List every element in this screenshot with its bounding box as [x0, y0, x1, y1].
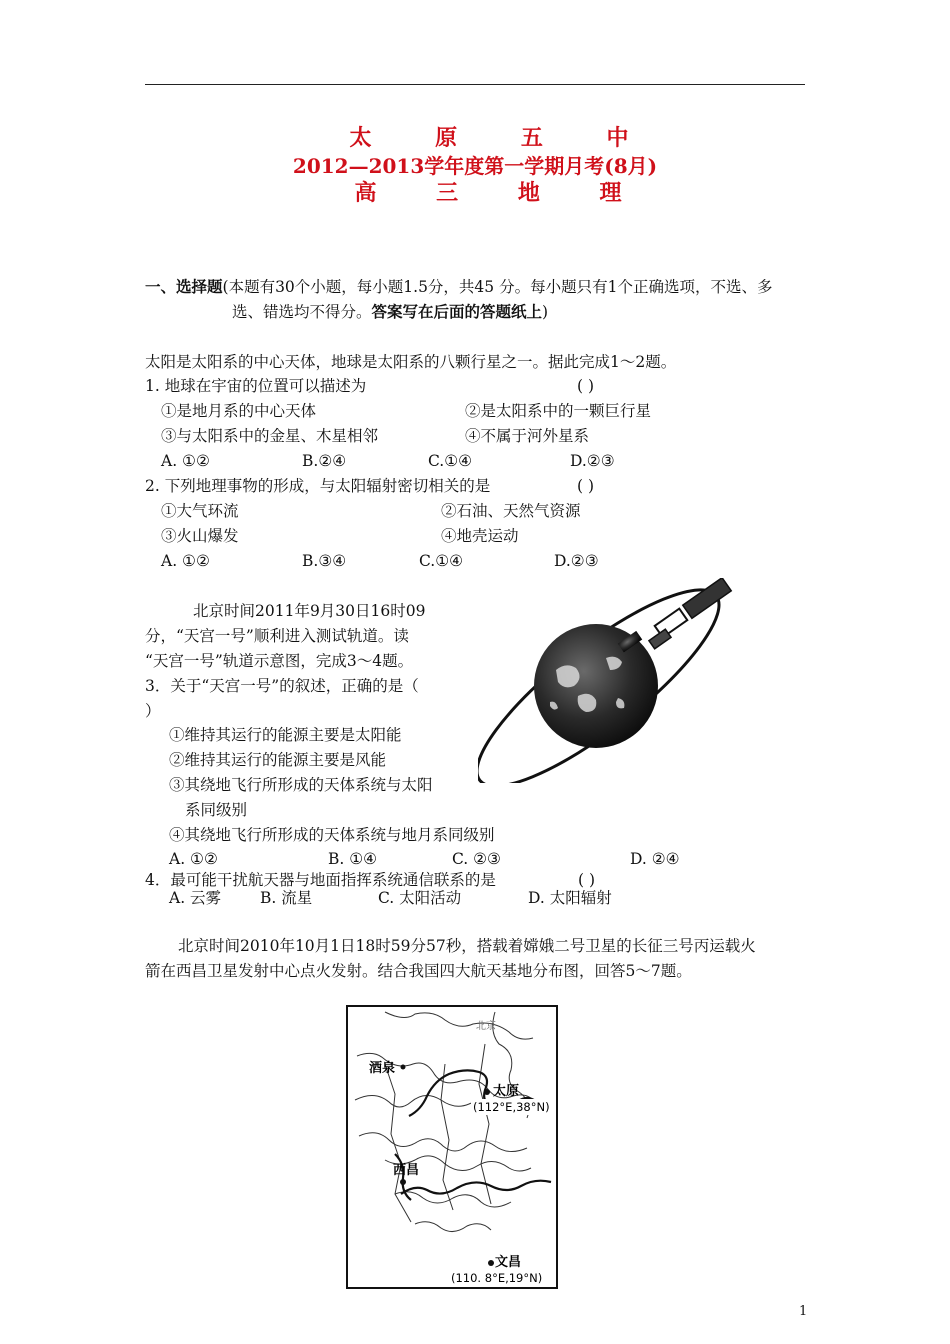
intro-2-line-3: “天宫一号”轨道示意图，完成3～4题。: [145, 652, 414, 670]
q2-option-4: ④地壳运动: [441, 527, 519, 545]
section-instructions: [145, 276, 772, 298]
map-frame: [347, 1006, 557, 1288]
subject-title: 高 三 地 理: [354, 180, 648, 206]
instr-line1: (本题有30个小题，每小题1.5分，共45 分。每小题只有1个正确选项，不选、多: [222, 278, 773, 296]
q1-option-1: ①是地月系的中心天体: [161, 402, 317, 420]
q4-choice-a: A. 云雾: [169, 889, 222, 907]
q2-answer-paren: ( ): [577, 477, 595, 495]
q4-choice-b: B. 流星: [260, 889, 313, 907]
q2-choice-c: C.①④: [419, 552, 464, 570]
taiyuan-marker: [484, 1089, 490, 1095]
q4-choice-c: C. 太阳活动: [378, 889, 462, 907]
taiyuan-coord: (112°E,38°N): [473, 1100, 550, 1114]
q3-option-4: ④其绕地飞行所形成的天体系统与地月系同级别: [169, 826, 495, 844]
satellite-icon: [618, 578, 731, 652]
q3-choice-a: A. ①②: [169, 850, 218, 868]
instr-end: ): [542, 303, 549, 321]
space-base-map: [345, 1004, 560, 1291]
q1-answer-paren: ( ): [577, 377, 595, 395]
q3-stem: 3．关于“天宫一号”的叙述，正确的是（: [145, 677, 419, 695]
instr-line2: 选、错选均不得分。: [232, 303, 372, 321]
q2-choice-a: A. ①②: [161, 552, 210, 570]
wenchang-marker: [488, 1260, 494, 1266]
q2-choice-d: D.②③: [554, 552, 599, 570]
q1-option-2: ②是太阳系中的一颗巨行星: [465, 402, 652, 420]
section-heading: 一、选择题: [145, 277, 223, 296]
term-title: 2012—2013学年度第一学期月考(8月): [292, 154, 658, 178]
instr-bold: 答案写在后面的答题纸上: [371, 302, 543, 321]
intro-2-line-1: 北京时间2011年9月30日16时09: [193, 602, 426, 620]
q3-choice-c: C. ②③: [452, 850, 501, 868]
beijing-label: 北京: [476, 1021, 496, 1032]
q3-option-3: ③其绕地飞行所形成的天体系统与太阳: [169, 776, 433, 794]
q2-stem: 2. 下列地理事物的形成，与太阳辐射密切相关的是: [145, 477, 491, 495]
q3-stem-close: ）: [145, 702, 161, 720]
q3-option-3-cont: 系同级别: [185, 801, 248, 819]
q4-answer-paren: ( ): [578, 871, 596, 889]
xichang-marker: [400, 1179, 406, 1185]
q1-stem: 1. 地球在宇宙的位置可以描述为: [145, 377, 367, 395]
q4-choice-d: D. 太阳辐射: [528, 889, 612, 907]
taiyuan-label: 太原: [493, 1084, 520, 1099]
intro-2-line-2: 分，“天宫一号”顺利进入测试轨道。读: [145, 627, 409, 645]
header-rule: [145, 84, 805, 85]
intro-1: 太阳是太阳系的中心天体，地球是太阳系的八颗行星之一。据此完成1～2题。: [145, 353, 677, 371]
q4-stem: 4．最可能干扰航天器与地面指挥系统通信联系的是: [145, 871, 496, 889]
q3-choice-b: B. ①④: [328, 850, 378, 868]
q2-option-1: ①大气环流: [161, 502, 239, 520]
q3-option-1: ①维持其运行的能源主要是太阳能: [169, 726, 402, 744]
q2-option-2: ②石油、天然气资源: [441, 502, 581, 520]
q2-choice-b: B.③④: [302, 552, 347, 570]
intro-3-line-1: 北京时间2010年10月1日18时59分57秒，搭载着嫦娥二号卫星的长征三号丙运载火: [178, 937, 756, 955]
q2-option-3: ③火山爆发: [161, 527, 239, 545]
school-title: 太 原 五 中: [349, 125, 657, 151]
q1-choice-c: C.①④: [428, 452, 473, 470]
q1-option-4: ④不属于河外星系: [465, 427, 590, 445]
intro-3-line-2: 箭在西昌卫星发射中心点火发射。结合我国四大航天基地分布图，回答5～7题。: [145, 962, 692, 980]
wenchang-label: 文昌: [495, 1255, 522, 1270]
q1-choice-a: A. ①②: [161, 452, 210, 470]
q3-choice-d: D. ②④: [630, 850, 680, 868]
jiuquan-marker: [401, 1065, 406, 1070]
q3-option-2: ②维持其运行的能源主要是风能: [169, 751, 387, 769]
q1-option-3: ③与太阳系中的金星、木星相邻: [161, 427, 379, 445]
q1-choice-d: D.②③: [570, 452, 615, 470]
q1-choice-b: B.②④: [302, 452, 347, 470]
section-instructions-2: [232, 301, 548, 323]
tiangong-orbit-figure: [478, 578, 743, 783]
jiuquan-label: 酒泉: [369, 1061, 396, 1076]
xichang-label: 西昌: [393, 1163, 420, 1178]
page-number: 1: [799, 1304, 808, 1319]
wenchang-coord: (110. 8°E,19°N): [451, 1271, 543, 1285]
earth-icon: [534, 624, 658, 748]
